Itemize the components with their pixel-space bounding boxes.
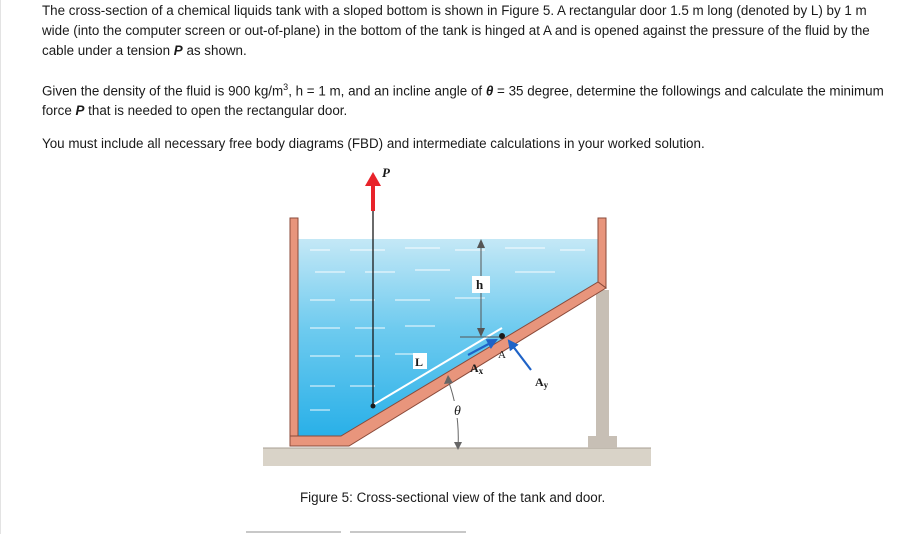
ay-arrow: [509, 341, 531, 370]
label-L: L: [415, 355, 424, 369]
problem-paragraph-3: You must include all necessary free body diagrams (FBD) and intermediate calculations in your worked solution.: [42, 136, 705, 151]
label-p: P: [382, 165, 390, 180]
tank-left-wall: [290, 218, 298, 436]
paragraph-2-text-c: = 35 degree, determine the followings and calculate the minimum force: [42, 83, 884, 119]
paragraph-2-text-d: that is needed to open the rectangular door.: [84, 103, 348, 119]
label-h: h: [476, 277, 484, 292]
paragraph-2-text-b: , h = 1 m, and an incline angle of: [288, 83, 486, 99]
hinge-a: [499, 333, 505, 339]
label-a: A: [498, 349, 506, 361]
force-p-arrow-head: [365, 172, 381, 186]
force-p-arrow-shaft: [371, 183, 375, 211]
force-p-symbol: P: [173, 43, 183, 58]
label-ay: Ay: [535, 375, 549, 390]
paragraph-1-text-end: as shown.: [182, 43, 247, 58]
support-foot: [588, 436, 617, 448]
tank-right-wall: [598, 218, 606, 288]
bottom-divider-2: [350, 531, 466, 533]
bottom-divider-1: [246, 531, 341, 533]
left-border: [0, 0, 1, 534]
figure-caption: Figure 5: Cross-sectional view of the tank and door.: [300, 490, 606, 505]
cable-attachment: [371, 404, 376, 409]
fluid: [298, 239, 598, 436]
exponent: 3: [283, 82, 289, 92]
problem-paragraph-2: [42, 77, 892, 121]
theta-symbol: θ: [485, 83, 494, 99]
paragraph-2-text: Given the density of the fluid is 900 kg/m: [42, 83, 284, 99]
label-theta: θ: [454, 404, 461, 419]
problem-paragraph-1: [42, 1, 892, 61]
force-p-symbol-2: P: [75, 103, 85, 119]
label-ax: Ax: [470, 361, 484, 376]
support-leg: [596, 290, 609, 436]
paragraph-1-text: The cross-section of a chemical liquids tank with a sloped bottom is shown in Figure 5. A rectangular door 1.5 m long (denoted by L) by 1 m wide (into the computer screen or out-of-plane) in the bottom of the tank is hinged at A and is opened against the pressure of the fluid by the cable under a tension: [42, 3, 870, 58]
ground: [263, 448, 651, 466]
tank-figure: [255, 160, 665, 470]
